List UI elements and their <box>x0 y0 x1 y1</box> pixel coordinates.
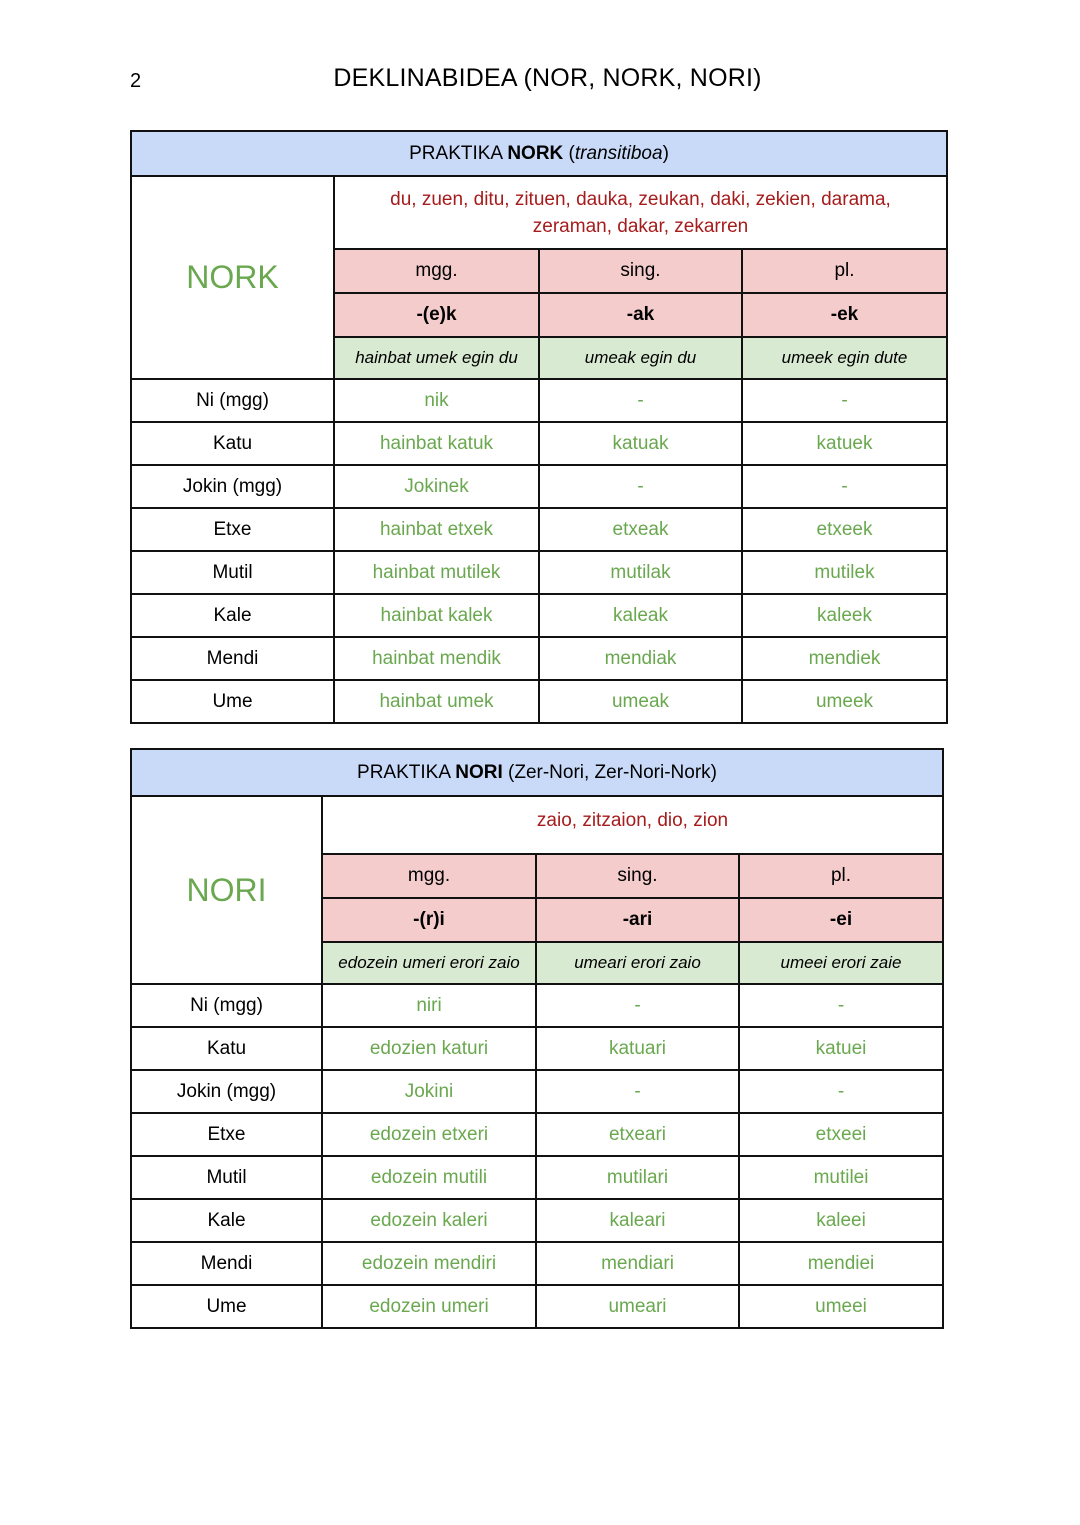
value-sing: mutilak <box>539 551 742 594</box>
value-mgg: hainbat mutilek <box>334 551 539 594</box>
banner-rest: (Zer-Nori, Zer-Nori-Nork) <box>502 761 717 783</box>
row-label: Jokin (mgg) <box>131 1070 322 1113</box>
table-row <box>131 680 947 723</box>
value-pl: kaleek <box>742 594 947 637</box>
suffix-pl: -ek <box>742 293 947 337</box>
nori-verb-list: zaio, zitzaion, dio, zion <box>322 796 943 854</box>
value-pl: kaleei <box>739 1199 943 1242</box>
value-sing: - <box>539 379 742 422</box>
table-row <box>131 1285 943 1328</box>
example-mgg: hainbat umek egin du <box>334 337 539 379</box>
page-title: DEKLINABIDEA (NOR, NORK, NORI) <box>333 64 762 92</box>
table-row <box>131 1113 943 1156</box>
banner-case: NORK <box>507 142 564 164</box>
value-sing: kaleak <box>539 594 742 637</box>
suffix-sing: -ak <box>539 293 742 337</box>
row-label: Mendi <box>131 1242 322 1285</box>
value-mgg: hainbat katuk <box>334 422 539 465</box>
nork-case-label: NORK <box>131 176 334 379</box>
column-header-sing: sing. <box>539 249 742 293</box>
row-label: Ni (mgg) <box>131 379 334 422</box>
example-sing: umeari erori zaio <box>536 942 739 984</box>
banner-case: NORI <box>455 761 503 783</box>
example-pl: umeei erori zaie <box>739 942 943 984</box>
suffix-sing: -ari <box>536 898 739 942</box>
row-label: Ume <box>131 680 334 723</box>
table-row <box>131 1156 943 1199</box>
table-row <box>131 551 947 594</box>
value-pl: katuei <box>739 1027 943 1070</box>
value-mgg: hainbat mendik <box>334 637 539 680</box>
value-sing: umeak <box>539 680 742 723</box>
suffix-mgg: -(e)k <box>334 293 539 337</box>
nori-banner <box>131 749 943 796</box>
value-sing: - <box>536 984 739 1027</box>
row-label: Etxe <box>131 1113 322 1156</box>
column-header-mgg: mgg. <box>322 854 536 898</box>
table-row <box>131 984 943 1027</box>
table-row <box>131 1027 943 1070</box>
value-mgg: edozein umeri <box>322 1285 536 1328</box>
banner-close: ) <box>662 142 669 164</box>
value-sing: kaleari <box>536 1199 739 1242</box>
column-header-pl: pl. <box>742 249 947 293</box>
nori-case-label: NORI <box>131 796 322 984</box>
value-mgg: hainbat kalek <box>334 594 539 637</box>
value-pl: mutilei <box>739 1156 943 1199</box>
column-header-sing: sing. <box>536 854 739 898</box>
value-sing: - <box>539 465 742 508</box>
row-label: Jokin (mgg) <box>131 465 334 508</box>
value-mgg: edozein mendiri <box>322 1242 536 1285</box>
banner-prefix: PRAKTIKA <box>409 142 508 164</box>
value-sing: mendiak <box>539 637 742 680</box>
value-mgg: Jokinek <box>334 465 539 508</box>
value-pl: etxeek <box>742 508 947 551</box>
value-sing: katuak <box>539 422 742 465</box>
value-mgg: hainbat umek <box>334 680 539 723</box>
value-sing: katuari <box>536 1027 739 1070</box>
row-label: Etxe <box>131 508 334 551</box>
value-sing: - <box>536 1070 739 1113</box>
banner-open: ( <box>563 142 575 164</box>
value-pl: etxeei <box>739 1113 943 1156</box>
suffix-pl: -ei <box>739 898 943 942</box>
value-pl: katuek <box>742 422 947 465</box>
value-sing: mutilari <box>536 1156 739 1199</box>
page-number: 2 <box>130 70 142 92</box>
value-mgg: Jokini <box>322 1070 536 1113</box>
nori-table <box>130 748 944 1329</box>
banner-prefix: PRAKTIKA <box>357 761 456 783</box>
value-pl: mendiei <box>739 1242 943 1285</box>
row-label: Katu <box>131 1027 322 1070</box>
nork-table <box>130 130 948 724</box>
value-mgg: hainbat etxek <box>334 508 539 551</box>
value-mgg: niri <box>322 984 536 1027</box>
table-row <box>131 1070 943 1113</box>
suffix-mgg: -(r)i <box>322 898 536 942</box>
table-row <box>131 637 947 680</box>
table-row <box>131 422 947 465</box>
banner-note: transitiboa <box>574 142 663 164</box>
row-label: Kale <box>131 1199 322 1242</box>
value-sing: umeari <box>536 1285 739 1328</box>
table-row <box>131 465 947 508</box>
value-sing: etxeari <box>536 1113 739 1156</box>
value-pl: - <box>742 379 947 422</box>
value-mgg: edozein kaleri <box>322 1199 536 1242</box>
row-label: Mendi <box>131 637 334 680</box>
value-pl: - <box>739 1070 943 1113</box>
column-header-pl: pl. <box>739 854 943 898</box>
table-row <box>131 1199 943 1242</box>
example-mgg: edozein umeri erori zaio <box>322 942 536 984</box>
table-row <box>131 1242 943 1285</box>
value-pl: mendiek <box>742 637 947 680</box>
row-label: Kale <box>131 594 334 637</box>
value-pl: - <box>742 465 947 508</box>
row-label: Ume <box>131 1285 322 1328</box>
nork-verb-list: du, zuen, ditu, zituen, dauka, zeukan, daki, zekien, darama, zeraman, dakar, zekarren <box>334 176 947 249</box>
row-label: Mutil <box>131 1156 322 1199</box>
value-mgg: edozein etxeri <box>322 1113 536 1156</box>
table-row <box>131 508 947 551</box>
value-mgg: edozein mutili <box>322 1156 536 1199</box>
example-sing: umeak egin du <box>539 337 742 379</box>
value-pl: mutilek <box>742 551 947 594</box>
example-pl: umeek egin dute <box>742 337 947 379</box>
table-row <box>131 379 947 422</box>
table-row <box>131 594 947 637</box>
value-mgg: nik <box>334 379 539 422</box>
value-mgg: edozien katuri <box>322 1027 536 1070</box>
row-label: Katu <box>131 422 334 465</box>
value-pl: umeei <box>739 1285 943 1328</box>
column-header-mgg: mgg. <box>334 249 539 293</box>
value-pl: umeek <box>742 680 947 723</box>
nork-banner <box>131 131 947 176</box>
value-sing: etxeak <box>539 508 742 551</box>
value-sing: mendiari <box>536 1242 739 1285</box>
value-pl: - <box>739 984 943 1027</box>
row-label: Mutil <box>131 551 334 594</box>
row-label: Ni (mgg) <box>131 984 322 1027</box>
